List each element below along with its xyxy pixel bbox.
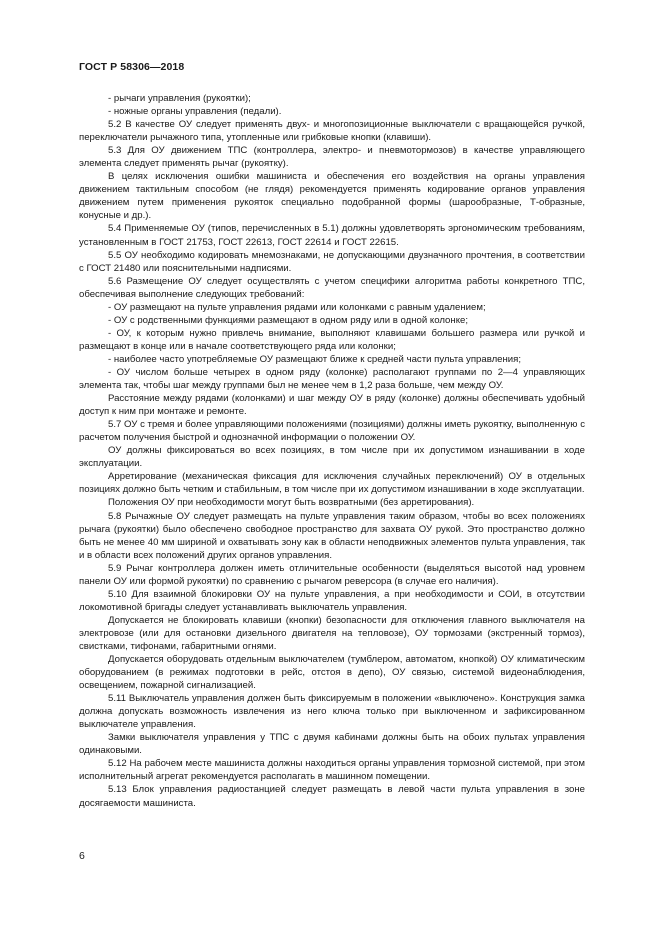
paragraph: 5.12 На рабочем месте машиниста должны находиться органы управления тормозной системой, при этом исполнительный агрегат рекомендуется располагать в машинном помещении. xyxy=(79,758,585,783)
document-header: ГОСТ Р 58306—2018 xyxy=(79,61,185,73)
page-number: 6 xyxy=(79,850,85,862)
paragraph: В целях исключения ошибки машиниста и обеспечения его воздействия на органы управления движением тактильным способом (не глядя) рекомендуется применять кодирование органов управления движением путем применения рукояток специально подобранной формы (шарообразные, Т-образные, конусные и др.). xyxy=(79,171,585,222)
paragraph: Допускается не блокировать клавиши (кнопки) безопасности для отключения главного выключателя на электровозе (или для остановки дизельного двигателя на тепловозе), ОУ тормозами (экстренный тормоз), свистками, тифонами, габаритными огнями. xyxy=(79,614,585,652)
paragraph: ОУ должны фиксироваться во всех позициях, в том числе при их допустимом изнашивании в ходе эксплуатации. xyxy=(79,445,585,470)
list-item: - ОУ с родственными функциями размещают в одном ряду или в одной колонке; xyxy=(108,314,468,326)
list-item: - наиболее часто употребляемые ОУ размещают ближе к средней части пульта управления; xyxy=(108,353,522,365)
list-item: - рычаги управления (рукоятки); xyxy=(108,93,251,104)
paragraph: 5.5 ОУ необходимо кодировать мнемознаками, не допускающими двузначного прочтения, в соответствии с ГОСТ 21480 или пояснительными надписями. xyxy=(79,249,585,274)
paragraph: 5.3 Для ОУ движением ТПС (контроллера, электро- и пневмотормозов) в качестве управляющего элемента следует применять рычаг (рукоятку). xyxy=(79,145,585,170)
paragraph: Положения ОУ при необходимости могут быть возвратными (без арретирования). xyxy=(108,497,475,509)
paragraph: 5.13 Блок управления радиостанцией следует размещать в левой части пульта управления в зоне досягаемости машиниста. xyxy=(79,784,585,809)
paragraph: 5.7 ОУ с тремя и более управляющими положениями (позициями) должны иметь рукоятку, выполненную с расчетом получения быстрой и однозначной информации о положении ОУ. xyxy=(79,419,585,444)
paragraph: 5.8 Рычажные ОУ следует размещать на пульте управления таким образом, чтобы во всех положениях рычага (рукоятки) было обеспечено свободное пространство для захвата ОУ рукой. Это пространство должно быть не менее 40 мм шириной и охватывать зону как в области неподвижных элементов пульта управления, так и в области всех положений других органов управления. xyxy=(79,510,585,561)
paragraph: 5.9 Рычаг контроллера должен иметь отличительные особенности (выделяться высотой над уровнем панели ОУ или формой рукоятки) по сравнению с рычагом реверсора (в случае его наличия). xyxy=(79,562,585,587)
list-item: - ОУ, к которым нужно привлечь внимание, выполняют клавишами большего размера или ручкой и размещают в конце или в начале соответствующего ряда или колонки; xyxy=(79,327,585,352)
paragraph: 5.11 Выключатель управления должен быть фиксируемым в положении «выключено». Конструкция замка должна допускать возможность извлечения из него ключа только при выключенном и зафиксированном выключателе управления. xyxy=(79,693,585,731)
document-body xyxy=(79,92,585,810)
paragraph: 5.4 Применяемые ОУ (типов, перечисленных в 5.1) должны удовлетворять эргономическим требованиям, установленным в ГОСТ 21753, ГОСТ 22613, ГОСТ 22614 и ГОСТ 22615. xyxy=(79,223,585,248)
paragraph: 5.2 В качестве ОУ следует применять двух- и многопозиционные выключатели с вращающейся ручкой, переключатели рычажного типа, утопленные или грибковые кнопки (клавиши). xyxy=(79,119,585,144)
paragraph: 5.10 Для взаимной блокировки ОУ на пульте управления, а при необходимости и СОИ, в отсутствии локомотивной бригады следует устанавливать выключатель управления. xyxy=(79,588,585,613)
list-item: - ОУ размещают на пульте управления рядами или колонками с равным удалением; xyxy=(108,301,486,313)
paragraph: Допускается оборудовать отдельным выключателем (тумблером, автоматом, кнопкой) ОУ климатическим оборудованием (в режимах подготовки в рейс, отстоя в депо), ОУ связью, системой видеонаблюдения, освещением, пожарной сигнализацией. xyxy=(79,654,585,692)
list-item: - ОУ числом больше четырех в одном ряду (колонке) располагают группами по 2—4 управляющих элемента так, чтобы шаг между группами был не менее чем в 1,2 раза больше, чем между ОУ. xyxy=(79,366,585,392)
paragraph: Арретирование (механическая фиксация для исключения случайных переключений) ОУ в отдельных позициях должно быть четким и стабильным, в том числе при их допустимом изнашивании в ходе эксплуатации. xyxy=(79,471,585,496)
paragraph: Замки выключателя управления у ТПС с двумя кабинами должны быть на обоих пультах управления одинаковыми. xyxy=(79,732,585,757)
paragraph: Расстояние между рядами (колонками) и шаг между ОУ в ряду (колонке) должны обеспечивать удобный доступ к ним при монтаже и ремонте. xyxy=(79,393,585,418)
paragraph: 5.6 Размещение ОУ следует осуществлять с учетом специфики алгоритма работы конкретного ТПС, обеспечивая выполнение следующих требований: xyxy=(79,275,585,300)
list-item: - ножные органы управления (педали). xyxy=(108,106,282,118)
